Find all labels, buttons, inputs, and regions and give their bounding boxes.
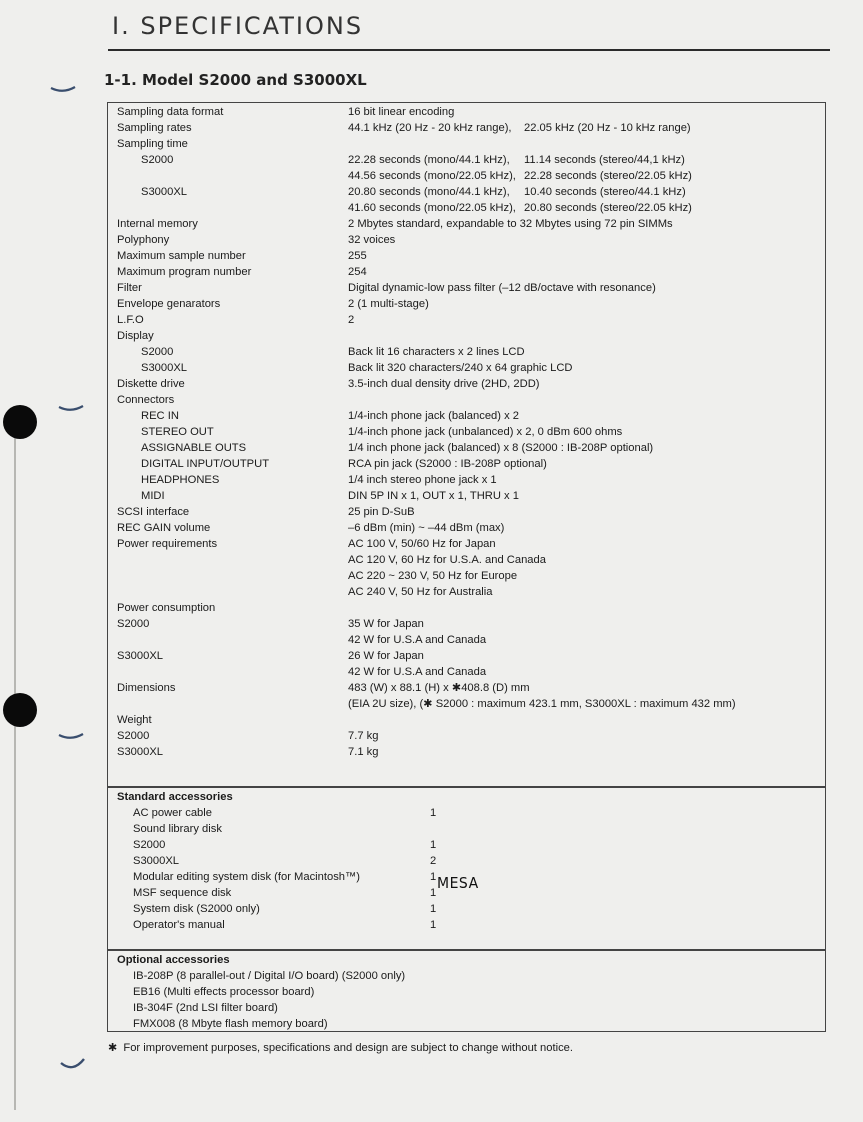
spec-label: MIDI xyxy=(141,490,165,502)
dot-leader xyxy=(226,917,428,933)
spec-value: 3.5-inch dual density drive (2HD, 2DD) xyxy=(348,378,540,390)
dot-leader xyxy=(221,296,346,312)
spec-row xyxy=(108,264,825,280)
spec-value: 2 Mbytes standard, expandable to 32 Mbytes using 72 pin SIMMs xyxy=(348,218,673,230)
accessory-label: System disk (S2000 only) xyxy=(133,903,260,915)
spec-value: 1/4-inch phone jack (balanced) x 2 xyxy=(348,410,520,422)
spec-row xyxy=(108,728,825,744)
spec-row xyxy=(108,616,825,632)
spec-row xyxy=(108,344,825,360)
accessory-quantity: 1 xyxy=(430,903,437,915)
spec-label: SCSI interface xyxy=(117,506,190,518)
spec-label: Internal memory xyxy=(117,218,198,230)
dot-leader xyxy=(232,885,428,901)
accessory-label: AC power cable xyxy=(133,807,212,819)
spec-row xyxy=(108,568,825,584)
dot-leader xyxy=(174,152,346,168)
dot-leader xyxy=(247,440,346,456)
spec-row xyxy=(108,696,825,712)
spec-row xyxy=(108,328,825,344)
spec-label: Display xyxy=(117,330,154,342)
spec-label: S3000XL xyxy=(141,362,188,374)
spec-row xyxy=(108,536,825,552)
spec-value: 42 W for U.S.A and Canada xyxy=(348,634,487,646)
spec-value: AC 240 V, 50 Hz for Australia xyxy=(348,586,493,598)
spec-value: 7.1 kg xyxy=(348,746,379,758)
dot-leader xyxy=(174,344,346,360)
margin-mark xyxy=(60,1057,86,1073)
standard-accessories-heading: Standard accessories xyxy=(117,791,233,803)
spec-label: Connectors xyxy=(117,394,175,406)
spec-row xyxy=(108,168,825,184)
spec-value: 254 xyxy=(348,266,367,278)
accessory-row xyxy=(108,853,825,869)
spec-label: S3000XL xyxy=(117,650,164,662)
spec-row xyxy=(108,424,825,440)
spec-row xyxy=(108,184,825,200)
spec-label: Polyphony xyxy=(117,234,170,246)
spec-row xyxy=(108,216,825,232)
spec-value: Digital dynamic-low pass filter (–12 dB/octave with resonance) xyxy=(348,282,656,294)
spec-row xyxy=(108,504,825,520)
spec-value: 1/4 inch stereo phone jack x 1 xyxy=(348,474,497,486)
spec-row xyxy=(108,744,825,760)
dot-leader xyxy=(188,360,346,376)
spec-label: Sampling rates xyxy=(117,122,192,134)
accessory-label: Operator's manual xyxy=(133,919,225,931)
dot-leader xyxy=(361,869,428,885)
binder-hole xyxy=(3,405,37,439)
spec-label: Filter xyxy=(117,282,142,294)
dot-leader xyxy=(218,536,346,552)
dot-leader xyxy=(261,901,428,917)
spec-row xyxy=(108,440,825,456)
dot-leader xyxy=(215,424,346,440)
spec-value: 483 (W) x 88.1 (H) x ✱408.8 (D) mm xyxy=(348,682,530,694)
dot-leader xyxy=(145,312,346,328)
spec-value: 44.1 kHz (20 Hz - 20 kHz range), xyxy=(348,122,512,134)
optional-accessory-label: FMX008 (8 Mbyte flash memory board) xyxy=(133,1018,328,1030)
spec-row xyxy=(108,648,825,664)
dot-leader xyxy=(180,853,428,869)
dot-leader xyxy=(143,280,346,296)
spec-value: 7.7 kg xyxy=(348,730,379,742)
spec-value: 32 voices xyxy=(348,234,396,246)
footnote xyxy=(108,1040,573,1056)
dot-leader xyxy=(166,837,428,853)
spec-value-secondary: 22.28 seconds (stereo/22.05 kHz) xyxy=(524,170,692,182)
spec-row xyxy=(108,680,825,696)
spec-value: 26 W for Japan xyxy=(348,650,424,662)
footnote-text: For improvement purposes, specifications and design are subject to change without notice. xyxy=(123,1042,573,1054)
spec-row xyxy=(108,456,825,472)
spec-value: 35 W for Japan xyxy=(348,618,424,630)
spec-row xyxy=(108,152,825,168)
spec-row xyxy=(108,104,825,120)
accessory-quantity: 2 xyxy=(430,855,437,867)
spec-label: S2000 xyxy=(141,346,174,358)
spec-label: Weight xyxy=(117,714,152,726)
dot-leader xyxy=(150,728,346,744)
accessory-label: S3000XL xyxy=(133,855,180,867)
margin-mark xyxy=(50,84,76,94)
spec-label: STEREO OUT xyxy=(141,426,214,438)
spec-label: HEADPHONES xyxy=(141,474,220,486)
spec-row xyxy=(108,312,825,328)
dot-leader xyxy=(180,408,346,424)
accessory-quantity: 1 xyxy=(430,839,437,851)
spec-row xyxy=(108,392,825,408)
spec-row xyxy=(108,248,825,264)
spec-value-secondary: 20.80 seconds (stereo/22.05 kHz) xyxy=(524,202,692,214)
spec-value: 41.60 seconds (mono/22.05 kHz), xyxy=(348,202,516,214)
spec-value: AC 100 V, 50/60 Hz for Japan xyxy=(348,538,496,550)
margin-mark xyxy=(58,403,84,413)
dot-leader xyxy=(224,104,346,120)
title-rule xyxy=(108,49,830,51)
accessory-row xyxy=(108,901,825,917)
spec-row xyxy=(108,280,825,296)
spec-value: 44.56 seconds (mono/22.05 kHz), xyxy=(348,170,516,182)
page-edge-line xyxy=(14,420,16,1110)
spec-value: Back lit 320 characters/240 x 64 graphic LCD xyxy=(348,362,573,374)
optional-accessory-item xyxy=(108,968,825,984)
spec-value: 1/4 inch phone jack (balanced) x 8 (S2000 : IB-208P optional) xyxy=(348,442,654,454)
spec-label: Power consumption xyxy=(117,602,216,614)
page-title: I. SPECIFICATIONS xyxy=(112,12,364,40)
spec-label: Maximum sample number xyxy=(117,250,246,262)
spec-row xyxy=(108,552,825,568)
spec-value: Back lit 16 characters x 2 lines LCD xyxy=(348,346,525,358)
spec-row xyxy=(108,296,825,312)
spec-row xyxy=(108,664,825,680)
dot-leader xyxy=(166,488,346,504)
spec-value: RCA pin jack (S2000 : IB-208P optional) xyxy=(348,458,547,470)
optional-accessories-box xyxy=(107,950,826,1032)
accessory-label: Modular editing system disk (for Macintosh™) xyxy=(133,871,360,883)
optional-accessory-label: IB-304F (2nd LSI filter board) xyxy=(133,1002,278,1014)
spec-label: ASSIGNABLE OUTS xyxy=(141,442,247,454)
spec-label: REC GAIN volume xyxy=(117,522,211,534)
optional-accessory-item xyxy=(108,984,825,1000)
spec-row xyxy=(108,136,825,152)
spec-value-secondary: 22.05 kHz (20 Hz - 10 kHz range) xyxy=(524,122,691,134)
spec-label: Maximum program number xyxy=(117,266,252,278)
spec-row xyxy=(108,376,825,392)
accessory-row xyxy=(108,837,825,853)
spec-label: S3000XL xyxy=(117,746,164,758)
spec-label: S2000 xyxy=(117,730,150,742)
dot-leader xyxy=(190,504,346,520)
spec-value: 42 W for U.S.A and Canada xyxy=(348,666,487,678)
dot-leader xyxy=(247,248,346,264)
spec-row xyxy=(108,632,825,648)
accessory-row xyxy=(108,805,825,821)
spec-label: L.F.O xyxy=(117,314,144,326)
spec-value-secondary: 10.40 seconds (stereo/44.1 kHz) xyxy=(524,186,686,198)
spec-value: 20.80 seconds (mono/44.1 kHz), xyxy=(348,186,510,198)
dot-leader xyxy=(193,120,346,136)
optional-accessory-label: IB-208P (8 parallel-out / Digital I/O board) (S2000 only) xyxy=(133,970,406,982)
spec-row xyxy=(108,584,825,600)
spec-label: Power requirements xyxy=(117,538,218,550)
handwritten-note: MESA xyxy=(437,875,479,893)
spec-label: S2000 xyxy=(117,618,150,630)
accessory-label: Sound library disk xyxy=(133,823,222,835)
spec-label: Sampling time xyxy=(117,138,188,150)
dot-leader xyxy=(211,520,346,536)
spec-label: Envelope genarators xyxy=(117,298,221,310)
spec-value: 25 pin D-SuB xyxy=(348,506,415,518)
dot-leader xyxy=(186,376,346,392)
spec-label: S2000 xyxy=(141,154,174,166)
spec-value: DIN 5P IN x 1, OUT x 1, THRU x 1 xyxy=(348,490,519,502)
optional-accessory-item xyxy=(108,1000,825,1016)
dot-leader xyxy=(252,264,346,280)
spec-row xyxy=(108,120,825,136)
spec-value: –6 dBm (min) ~ –44 dBm (max) xyxy=(348,522,505,534)
accessory-label: S2000 xyxy=(133,839,166,851)
spec-label: Sampling data format xyxy=(117,106,224,118)
specifications-table xyxy=(107,102,826,787)
accessory-row xyxy=(108,869,825,885)
accessory-quantity: 1 xyxy=(430,871,437,883)
spec-value-secondary: 11.14 seconds (stereo/44,1 kHz) xyxy=(524,154,685,166)
dot-leader xyxy=(188,184,346,200)
spec-row xyxy=(108,232,825,248)
spec-value: 2 xyxy=(348,314,355,326)
spec-value: 1/4-inch phone jack (unbalanced) x 2, 0 dBm 600 ohms xyxy=(348,426,623,438)
dot-leader xyxy=(170,232,346,248)
dot-leader xyxy=(213,805,428,821)
optional-accessories-heading: Optional accessories xyxy=(117,954,230,966)
optional-accessory-label: EB16 (Multi effects processor board) xyxy=(133,986,315,998)
spec-row xyxy=(108,472,825,488)
dot-leader xyxy=(199,216,346,232)
section-title: 1-1. Model S2000 and S3000XL xyxy=(104,71,367,89)
spec-value: 255 xyxy=(348,250,367,262)
accessory-row xyxy=(108,821,825,837)
spec-label: DIGITAL INPUT/OUTPUT xyxy=(141,458,270,470)
spec-value: (EIA 2U size), (✱ S2000 : maximum 423.1 mm, S3000XL : maximum 432 mm) xyxy=(348,698,736,710)
spec-value: 22.28 seconds (mono/44.1 kHz), xyxy=(348,154,510,166)
footnote-mark: ✱ xyxy=(108,1042,118,1054)
accessory-quantity: 1 xyxy=(430,919,437,931)
spec-row xyxy=(108,520,825,536)
accessory-quantity: 1 xyxy=(430,807,437,819)
spec-value: AC 120 V, 60 Hz for U.S.A. and Canada xyxy=(348,554,546,566)
accessory-row xyxy=(108,885,825,901)
optional-accessory-item xyxy=(108,1016,825,1032)
dot-leader xyxy=(176,680,346,696)
accessory-row xyxy=(108,917,825,933)
spec-row xyxy=(108,600,825,616)
dot-leader xyxy=(164,744,346,760)
spec-value: AC 220 ~ 230 V, 50 Hz for Europe xyxy=(348,570,518,582)
spec-label: Dimensions xyxy=(117,682,176,694)
spec-label: Diskette drive xyxy=(117,378,185,390)
accessory-quantity: 1 xyxy=(430,887,437,899)
dot-leader xyxy=(270,456,346,472)
standard-accessories-box xyxy=(107,787,826,950)
spec-value: 2 (1 multi-stage) xyxy=(348,298,429,310)
spec-row xyxy=(108,488,825,504)
spec-value: 16 bit linear encoding xyxy=(348,106,455,118)
dot-leader xyxy=(150,616,346,632)
accessory-label: MSF sequence disk xyxy=(133,887,232,899)
margin-mark xyxy=(58,731,84,741)
spec-row xyxy=(108,360,825,376)
spec-label: REC IN xyxy=(141,410,179,422)
spec-row xyxy=(108,408,825,424)
binder-hole xyxy=(3,693,37,727)
spec-label: S3000XL xyxy=(141,186,188,198)
dot-leader xyxy=(164,648,346,664)
dot-leader xyxy=(220,472,346,488)
spec-row xyxy=(108,712,825,728)
spec-row xyxy=(108,200,825,216)
